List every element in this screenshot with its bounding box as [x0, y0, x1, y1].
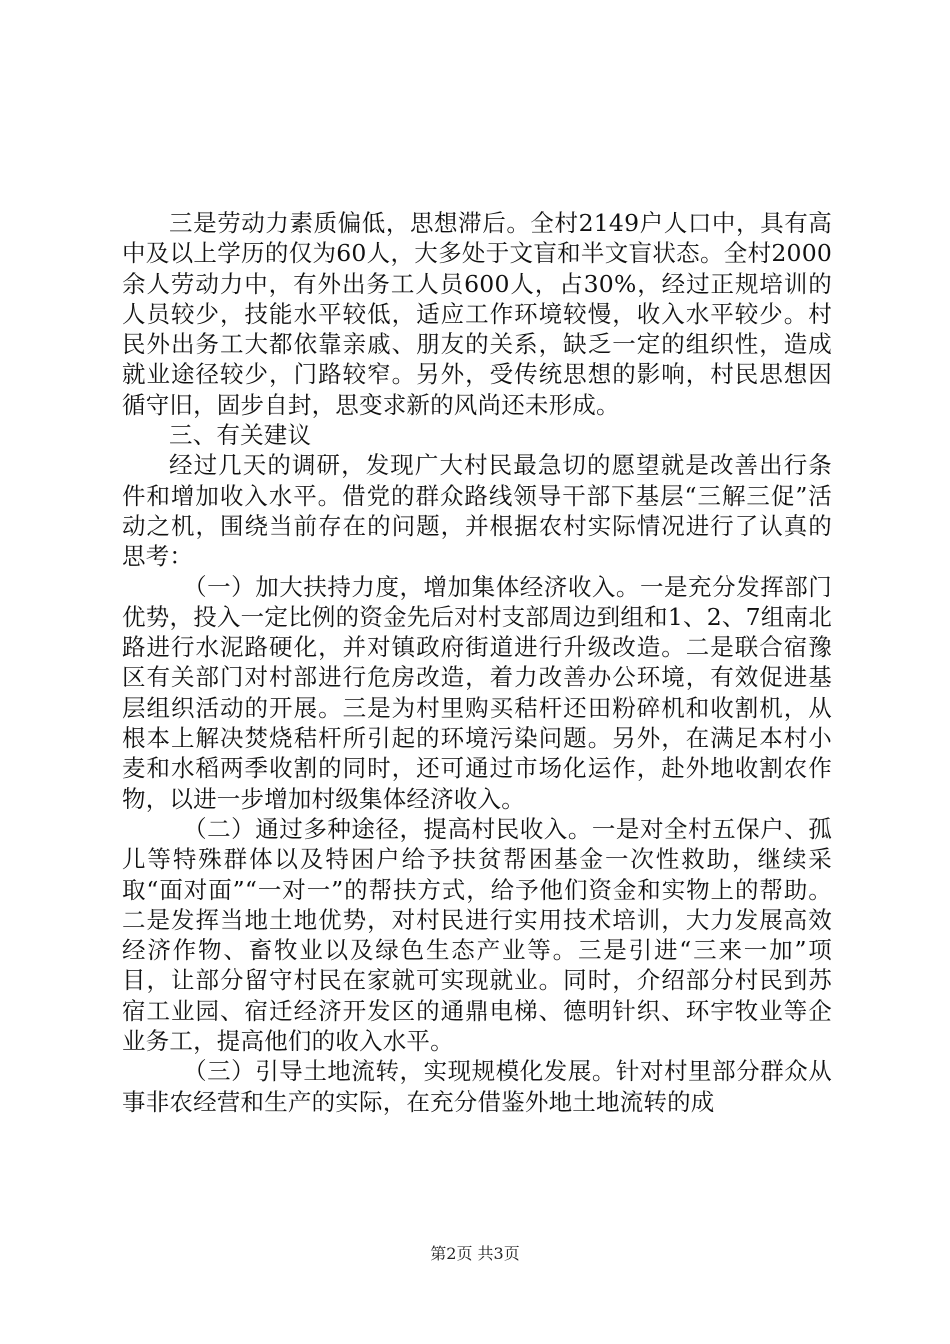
- paragraph-suggestion-2: （二）通过多种途径，提高村民收入。一是对全村五保户、孤儿等特殊群体以及特困户给予扶贫帮困基金一次性救助，继续采取“面对面”“一对一”的帮扶方式，给予他们资金和实物上的帮助。二是发挥当地土地优势，对村民进行实用技术培训，大力发展高效经济作物、畜牧业以及绿色生态产业等。三是引进“三来一加”项目，让部分留守村民在家就可实现就业。同时，介绍部分村民到苏宿工业园、宿迁经济开发区的通鼎电梯、德明针织、环宇牧业等企业务工，提高他们的收入水平。: [122, 814, 832, 1056]
- paragraph-labor-quality: 三是劳动力素质偏低，思想滞后。全村2149户人口中，具有高中及以上学历的仅为60人，大多处于文盲和半文盲状态。全村2000余人劳动力中，有外出务工人员600人，占30%，经过正规培训的人员较少，技能水平较低，适应工作环境较慢，收入水平较少。村民外出务工大都依靠亲戚、朋友的关系，缺乏一定的组织性，造成就业途径较少，门路较窄。另外，受传统思想的影响，村民思想因循守旧，固步自封，思变求新的风尚还未形成。: [122, 209, 832, 419]
- page-number-footer: 第2页 共3页: [430, 1244, 520, 1263]
- paragraph-suggestion-3: （三）引导土地流转，实现规模化发展。针对村里部分群众从事非农经营和生产的实际，在充分借鉴外地土地流转的成: [122, 1057, 832, 1116]
- paragraph-research-summary: 经过几天的调研，发现广大村民最急切的愿望就是改善出行条件和增加收入水平。借党的群众路线领导干部下基层“三解三促”活动之机，围绕当前存在的问题，并根据农村实际情况进行了认真的思考：: [122, 451, 832, 571]
- document-body: [122, 208, 832, 1117]
- section-heading-suggestions: 三、有关建议: [169, 421, 312, 450]
- paragraph-suggestion-1: （一）加大扶持力度，增加集体经济收入。一是充分发挥部门优势，投入一定比例的资金先后对村支部周边到组和1、2、7组南北路进行水泥路硬化，并对镇政府街道进行升级改造。二是联合宿豫区有关部门对村部进行危房改造，着力改善办公环境，有效促进基层组织活动的开展。三是为村里购买秸杆还田粉碎机和收割机，从根本上解决焚烧秸杆所引起的环境污染问题。另外，在满足本村小麦和水稻两季收割的同时，还可通过市场化运作，赴外地收割农作物，以进一步增加村级集体经济收入。: [122, 572, 832, 813]
